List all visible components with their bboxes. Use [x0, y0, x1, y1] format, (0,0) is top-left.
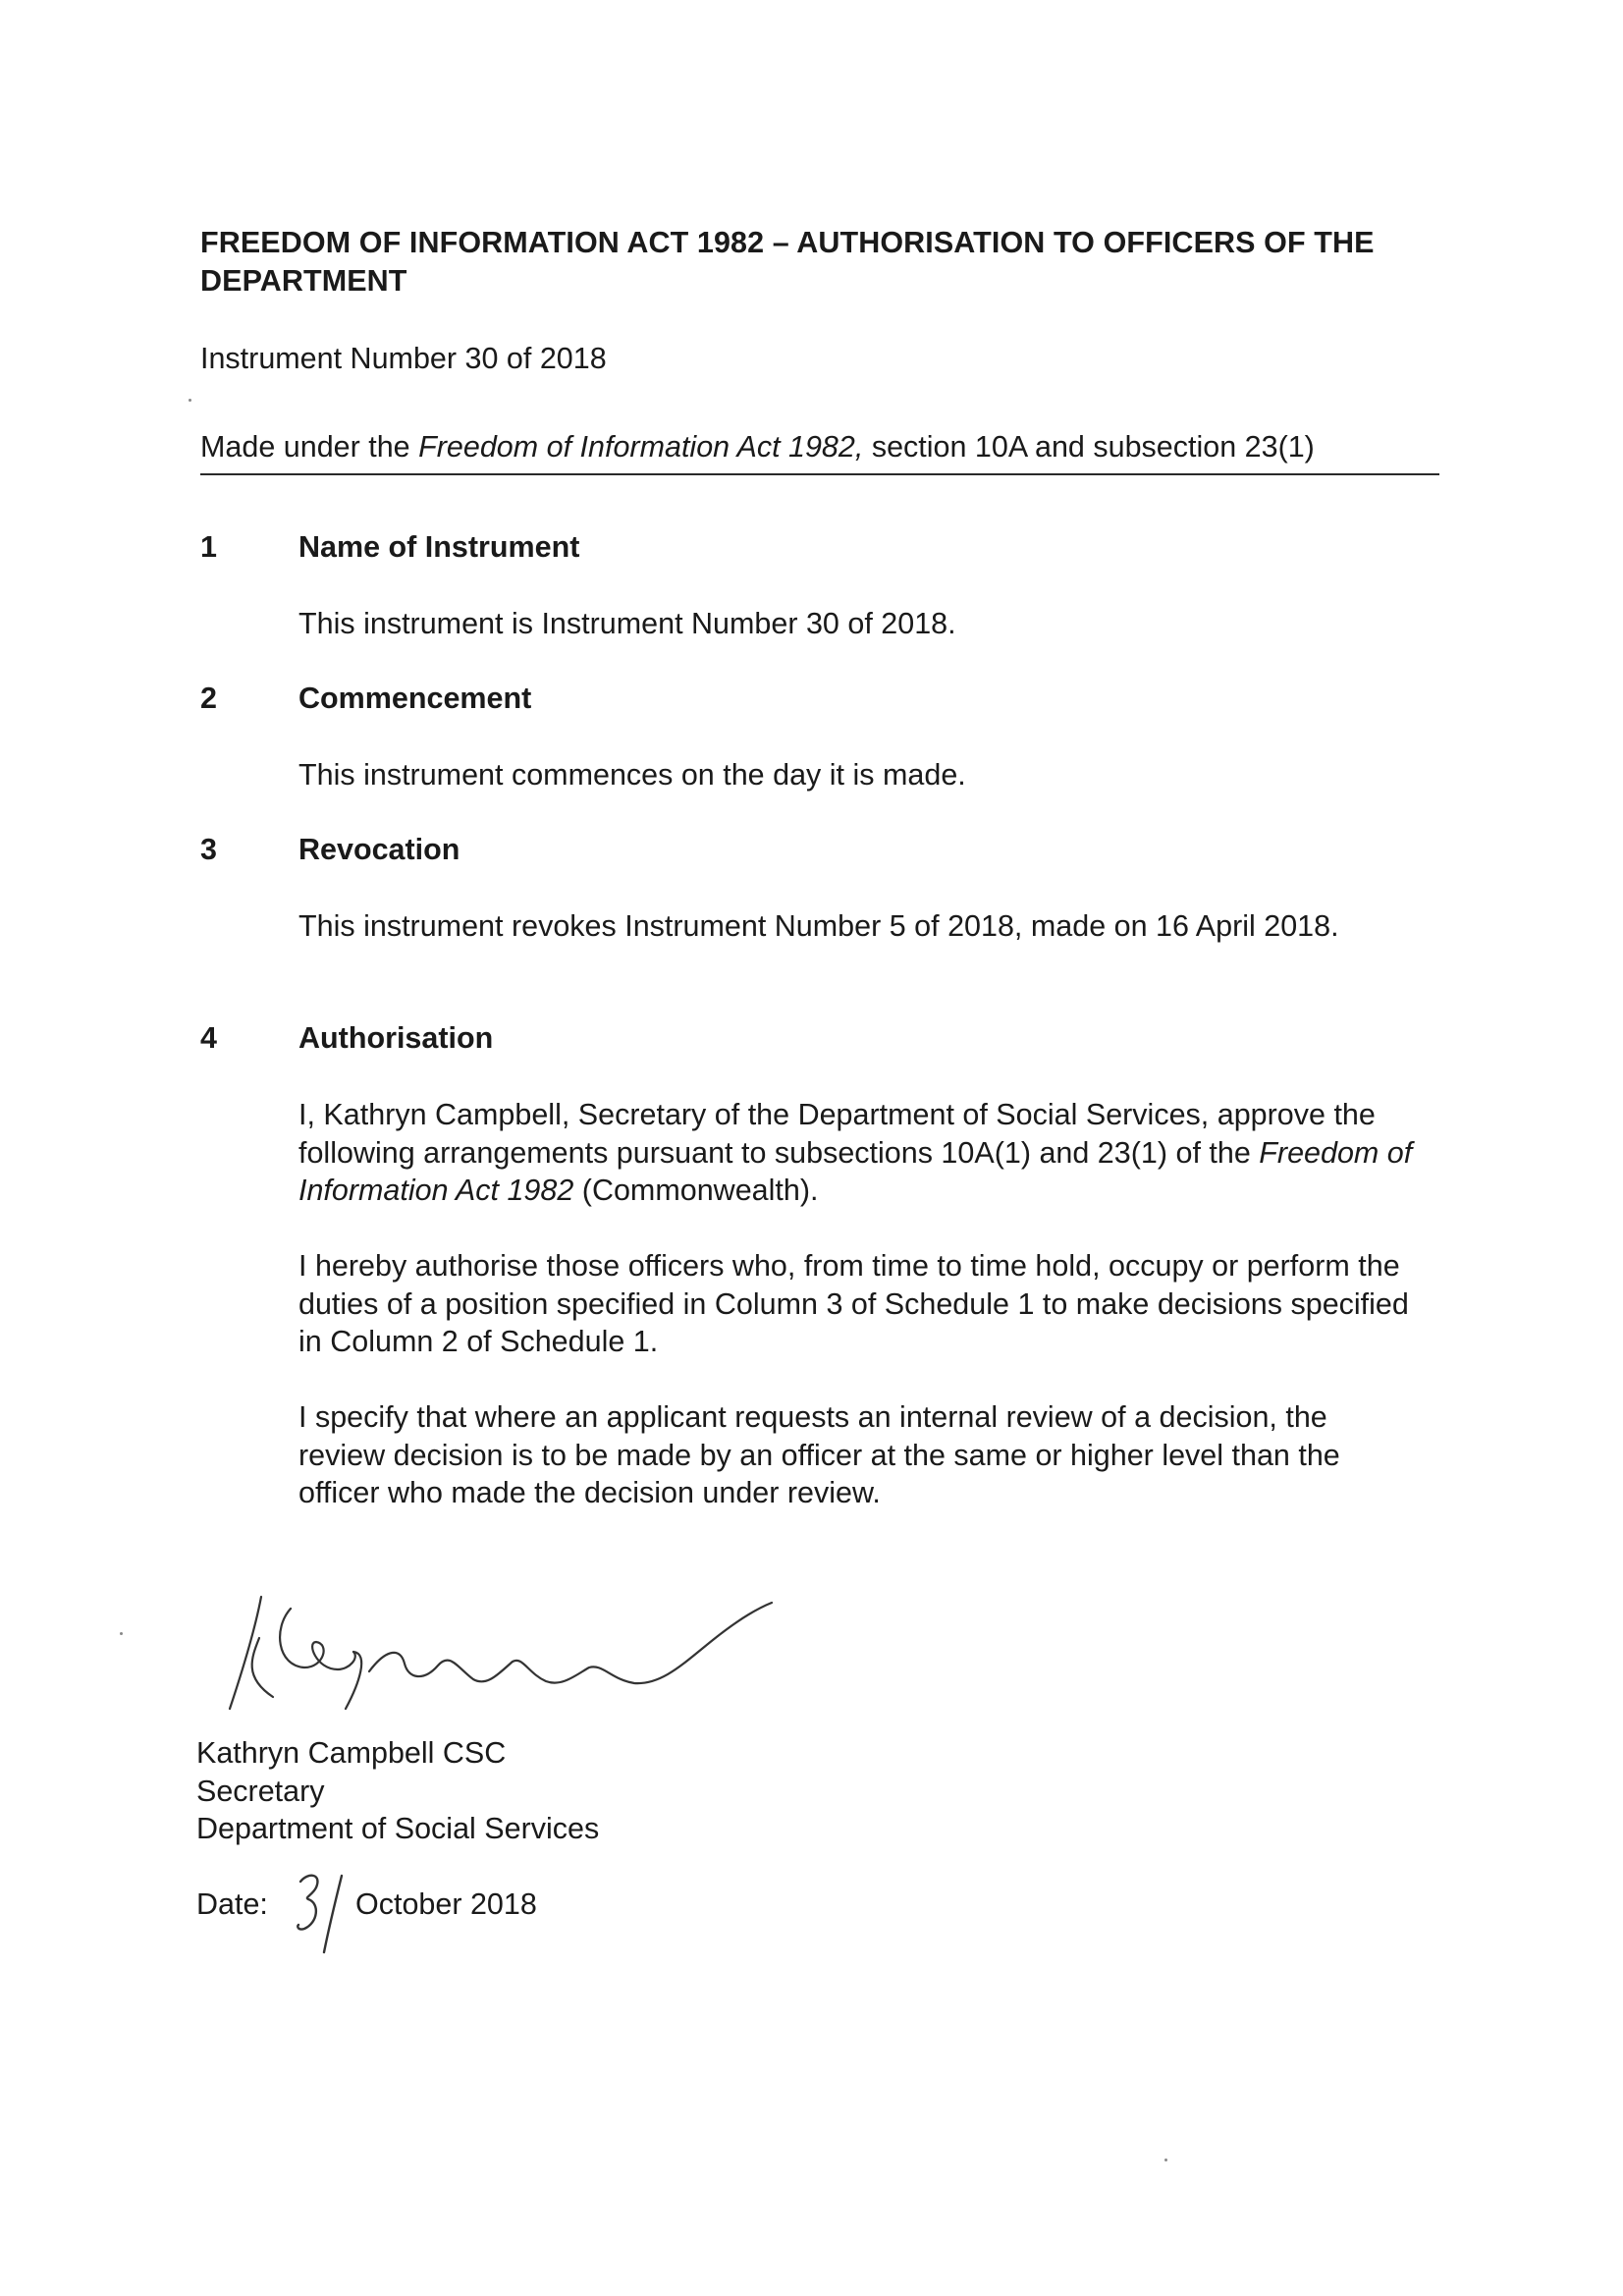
section-2-number: 2	[200, 682, 217, 715]
section-4-number: 4	[200, 1021, 217, 1055]
section-1-heading: Name of Instrument	[298, 530, 580, 564]
made-under-line	[200, 428, 1439, 475]
signatory-block	[196, 1734, 599, 1848]
signatory-position: Secretary	[196, 1774, 325, 1808]
handwritten-date-day	[291, 1866, 353, 1956]
made-under-suffix: section 10A and subsection 23(1)	[863, 430, 1315, 464]
section-2-heading: Commencement	[298, 682, 532, 715]
date-label: Date:	[196, 1887, 268, 1921]
scan-speck	[1164, 2159, 1167, 2161]
section-1-number: 1	[200, 530, 217, 564]
scan-speck	[120, 1632, 123, 1635]
section-4-paragraph-2: I hereby authorise those officers who, from time to time hold, occupy or perform the duties of a position specified in Column 3 of Schedule 1 to make decisions specified in Column 2 of Schedule 1.	[298, 1249, 1409, 1358]
section-4-p1-tail: (Commonwealth).	[573, 1174, 819, 1207]
section-4-paragraph-1	[298, 1096, 1447, 1210]
scan-speck	[189, 399, 191, 402]
section-3-number: 3	[200, 833, 217, 866]
document-title: FREEDOM OF INFORMATION ACT 1982 – AUTHORISATION TO OFFICERS OF THE DEPARTMENT	[200, 226, 1375, 298]
section-3-heading: Revocation	[298, 833, 460, 866]
section-4-p1-lead: I, Kathryn Campbell, Secretary of the Department of Social Services, approve the following arrangements pursuant to subsections 10A(1) and 23(1) of the	[298, 1098, 1376, 1170]
made-under-prefix: Made under the	[200, 430, 419, 464]
section-1-text: This instrument is Instrument Number 30 of 2018.	[298, 607, 956, 640]
section-2-text: This instrument commences on the day it is made.	[298, 758, 966, 792]
section-4-heading: Authorisation	[298, 1021, 494, 1055]
instrument-number: Instrument Number 30 of 2018	[200, 342, 607, 375]
section-4-p1-act: Freedom of Information Act 1982	[298, 1135, 1413, 1207]
made-under-act: Freedom of Information Act 1982,	[418, 430, 864, 464]
handwritten-signature	[222, 1589, 791, 1717]
signatory-department: Department of Social Services	[196, 1812, 600, 1845]
signatory-name: Kathryn Campbell CSC	[196, 1736, 507, 1770]
section-3-text: This instrument revokes Instrument Number 5 of 2018, made on 16 April 2018.	[298, 909, 1339, 943]
section-4-paragraph-3: I specify that where an applicant requests an internal review of a decision, the review decision is to be made by an officer at the same or higher level than the officer who made the decision under review.	[298, 1400, 1340, 1509]
date-month-year: October 2018	[355, 1887, 537, 1921]
